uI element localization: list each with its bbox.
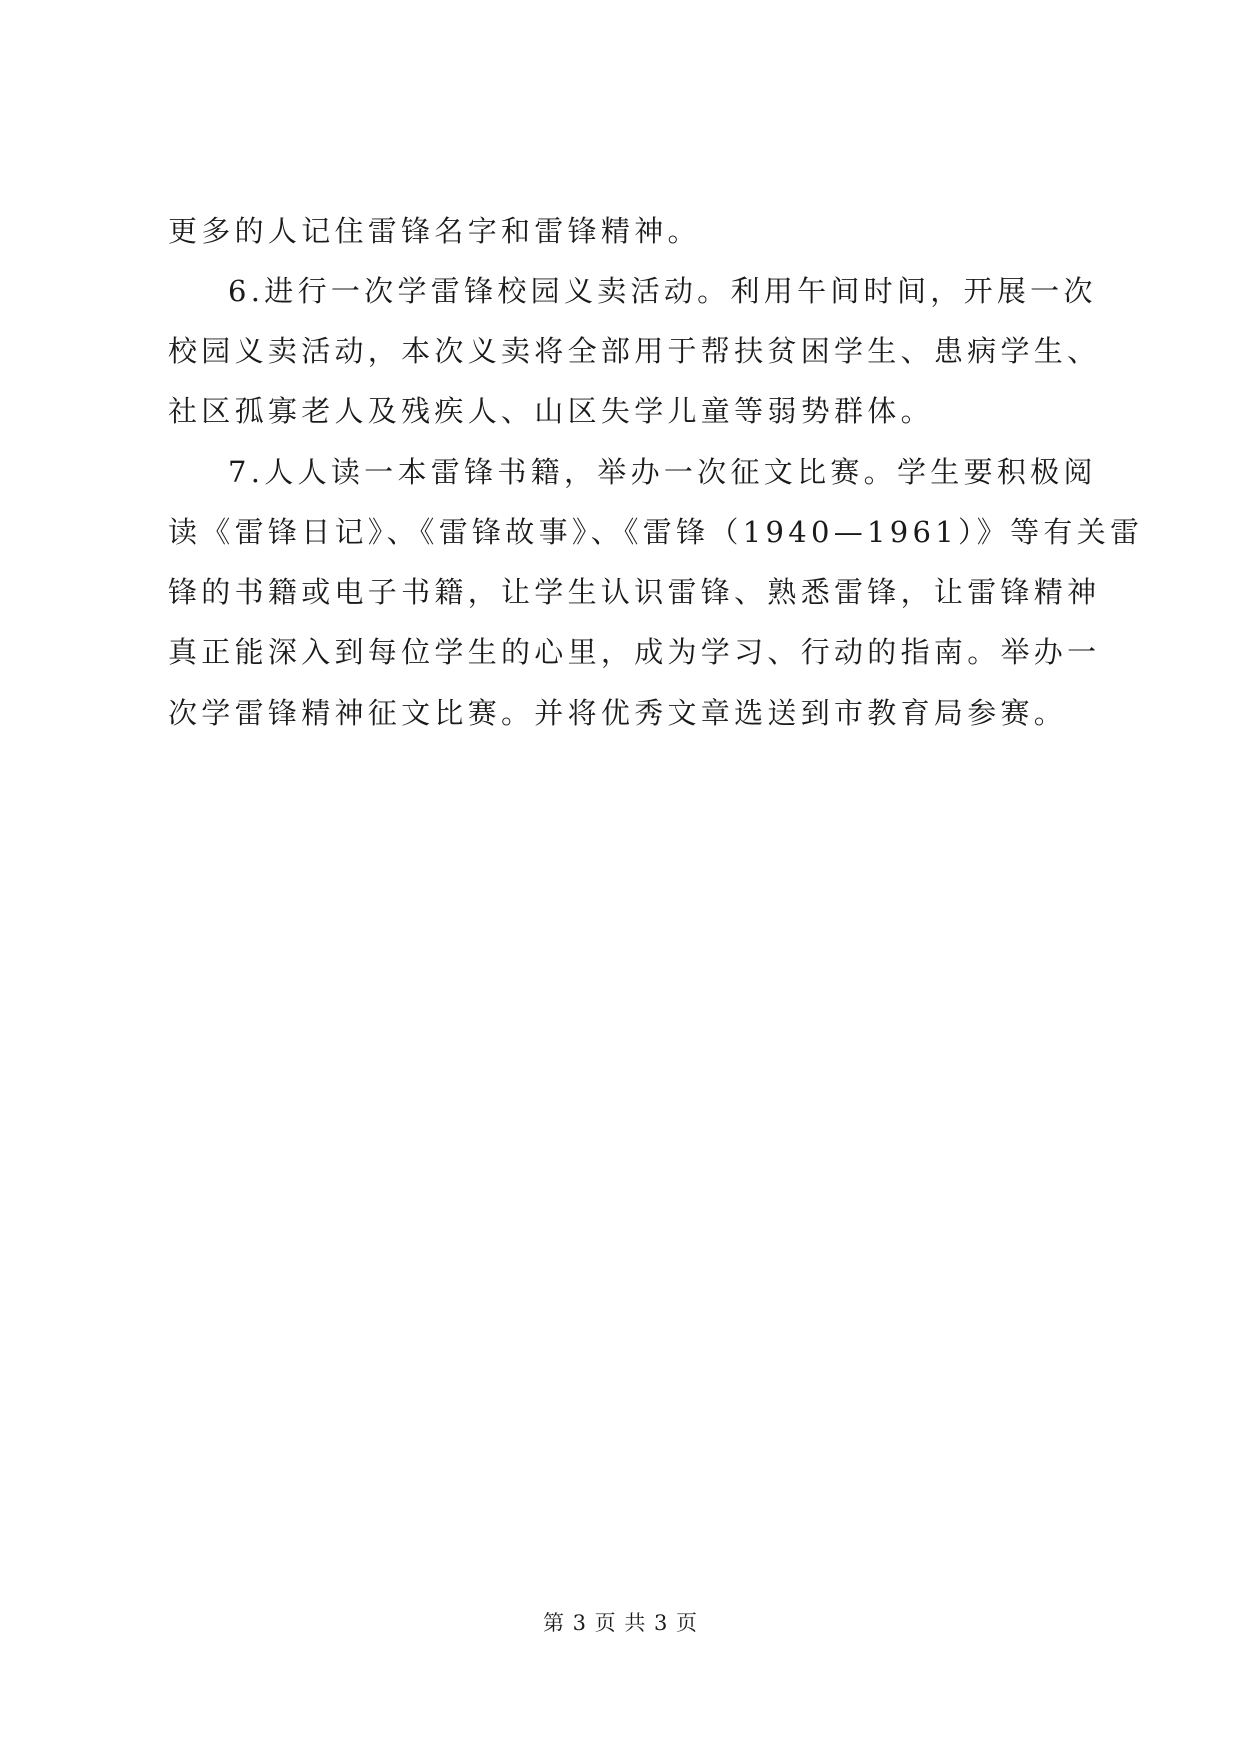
paragraph-line: 更多的人记住雷锋名字和雷锋精神。: [168, 214, 701, 248]
paragraph-line: 读《雷锋日记》、《雷锋故事》、《雷锋（1940—1961）》等有关雷: [168, 515, 1144, 549]
paragraph-line: 锋的书籍或电子书籍，让学生认识雷锋、熟悉雷锋，让雷锋精神: [168, 575, 1101, 609]
paragraph-line: 社区孤寡老人及残疾人、山区失学儿童等弱势群体。: [168, 394, 934, 428]
paragraph-line: 校园义卖活动，本次义卖将全部用于帮扶贫困学生、患病学生、: [168, 334, 1101, 368]
paragraph-line: 7.人人读一本雷锋书籍，举办一次征文比赛。学生要积极阅: [228, 455, 1097, 489]
paragraph-line: 真正能深入到每位学生的心里，成为学习、行动的指南。举办一: [168, 635, 1101, 669]
page-number-footer: 第 3 页 共 3 页: [542, 1611, 699, 1635]
paragraph-line: 6.进行一次学雷锋校园义卖活动。利用午间时间，开展一次: [228, 274, 1097, 308]
paragraph-line: 次学雷锋精神征文比赛。并将优秀文章选送到市教育局参赛。: [168, 696, 1068, 730]
